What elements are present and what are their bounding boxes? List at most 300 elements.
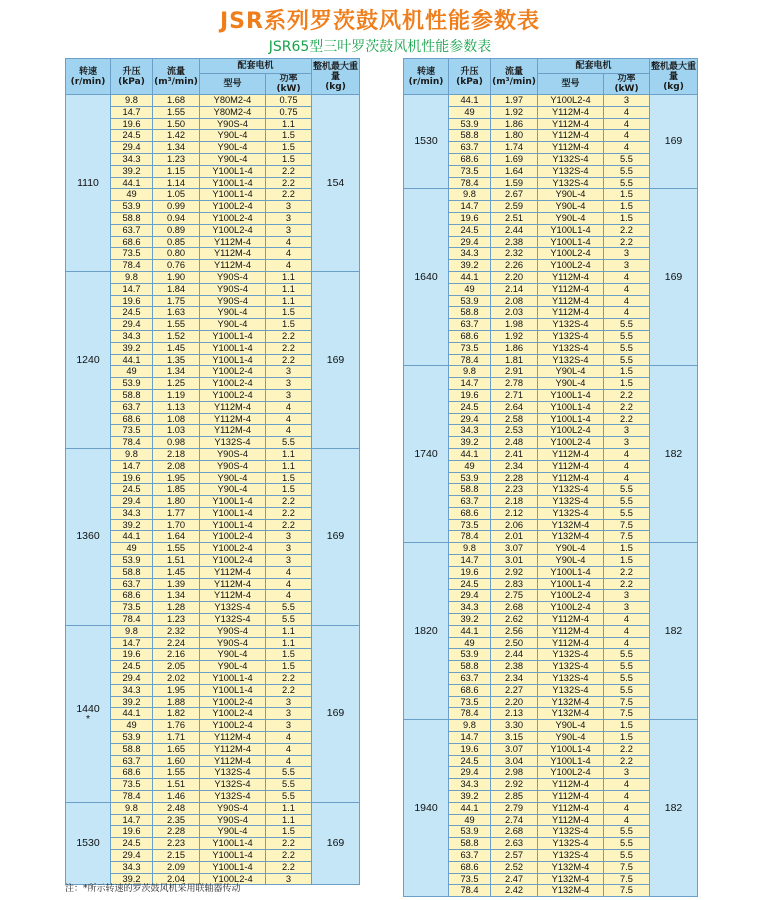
flow-cell: 1.81	[491, 354, 538, 366]
flow-cell: 1.55	[153, 319, 200, 331]
power-cell: 2.2	[266, 673, 312, 685]
power-cell: 2.2	[266, 684, 312, 696]
flow-cell: 1.51	[153, 555, 200, 567]
motor-model-cell: Y100L2-4	[200, 720, 266, 732]
pressure-cell: 24.5	[111, 661, 153, 673]
flow-cell: 2.20	[491, 271, 538, 283]
power-cell: 4	[604, 814, 650, 826]
pressure-cell: 53.9	[449, 826, 491, 838]
flow-cell: 1.95	[153, 684, 200, 696]
flow-cell: 2.44	[491, 649, 538, 661]
power-cell: 4	[604, 779, 650, 791]
motor-model-cell: Y112M-4	[538, 614, 604, 626]
power-cell: 1.5	[266, 153, 312, 165]
pressure-cell: 39.2	[111, 696, 153, 708]
pressure-cell: 19.6	[449, 212, 491, 224]
power-cell: 7.5	[604, 531, 650, 543]
pressure-cell: 44.1	[449, 448, 491, 460]
table-row	[404, 189, 698, 201]
pressure-cell: 44.1	[111, 354, 153, 366]
pressure-cell: 53.9	[111, 732, 153, 744]
power-cell: 2.2	[266, 177, 312, 189]
motor-model-cell: Y100L2-4	[538, 260, 604, 272]
pressure-cell: 73.5	[449, 342, 491, 354]
power-cell: 1.1	[266, 283, 312, 295]
motor-model-cell: Y132S-4	[538, 684, 604, 696]
flow-cell: 2.13	[491, 708, 538, 720]
motor-model-cell: Y112M-4	[200, 732, 266, 744]
flow-cell: 2.57	[491, 850, 538, 862]
power-cell: 5.5	[604, 673, 650, 685]
pressure-cell: 34.3	[111, 507, 153, 519]
power-cell: 1.5	[604, 720, 650, 732]
power-cell: 2.2	[604, 401, 650, 413]
pressure-cell: 39.2	[449, 614, 491, 626]
flow-cell: 2.09	[153, 861, 200, 873]
motor-model-cell: Y132S-4	[538, 507, 604, 519]
power-header: 功率 (kW)	[266, 74, 312, 95]
motor-model-cell: Y112M-4	[538, 625, 604, 637]
motor-model-cell: Y100L1-4	[200, 838, 266, 850]
pressure-cell: 39.2	[111, 873, 153, 885]
flow-cell: 2.68	[491, 826, 538, 838]
motor-model-cell: Y90S-4	[200, 637, 266, 649]
motor-model-cell: Y100L2-4	[538, 437, 604, 449]
flow-cell: 2.74	[491, 814, 538, 826]
motor-model-cell: Y132M-4	[538, 696, 604, 708]
flow-cell: 1.86	[491, 342, 538, 354]
motor-model-cell: Y90L-4	[200, 153, 266, 165]
power-cell: 3	[604, 260, 650, 272]
pressure-cell: 49	[111, 720, 153, 732]
pressure-cell: 73.5	[111, 248, 153, 260]
motor-model-cell: Y90L-4	[538, 366, 604, 378]
power-cell: 4	[604, 614, 650, 626]
power-cell: 2.2	[266, 850, 312, 862]
motor-model-cell: Y132S-4	[200, 437, 266, 449]
flow-cell: 1.59	[491, 177, 538, 189]
flow-cell: 2.20	[491, 696, 538, 708]
flow-cell: 2.56	[491, 625, 538, 637]
power-cell: 5.5	[604, 649, 650, 661]
speed-cell: 1940	[404, 720, 449, 897]
power-cell: 2.2	[604, 578, 650, 590]
flow-header: 流量 (m³/min)	[491, 59, 538, 95]
motor-model-cell: Y112M-4	[200, 236, 266, 248]
power-cell: 5.5	[604, 850, 650, 862]
flow-cell: 2.15	[153, 850, 200, 862]
pressure-cell: 24.5	[449, 401, 491, 413]
flow-cell: 1.25	[153, 378, 200, 390]
pressure-cell: 63.7	[111, 755, 153, 767]
flow-cell: 1.95	[153, 472, 200, 484]
power-cell: 2.2	[266, 519, 312, 531]
motor-model-cell: Y90S-4	[200, 271, 266, 283]
motor-model-cell: Y132S-4	[200, 779, 266, 791]
power-cell: 5.5	[604, 838, 650, 850]
pressure-cell: 68.6	[449, 861, 491, 873]
motor-model-cell: Y100L2-4	[200, 224, 266, 236]
motor-model-cell: Y112M-4	[538, 637, 604, 649]
table-row	[404, 366, 698, 378]
flow-cell: 2.78	[491, 378, 538, 390]
pressure-cell: 14.7	[111, 637, 153, 649]
power-cell: 7.5	[604, 696, 650, 708]
flow-cell: 1.51	[153, 779, 200, 791]
pressure-cell: 39.2	[111, 519, 153, 531]
flow-cell: 2.04	[153, 873, 200, 885]
motor-model-cell: Y112M-4	[538, 130, 604, 142]
power-cell: 1.5	[266, 307, 312, 319]
power-cell: 3	[604, 590, 650, 602]
motor-model-cell: Y90S-4	[200, 814, 266, 826]
speed-header: 转速 (r/min)	[404, 59, 449, 95]
pressure-cell: 29.4	[111, 496, 153, 508]
power-cell: 5.5	[604, 484, 650, 496]
motor-model-cell: Y100L2-4	[538, 425, 604, 437]
power-cell: 5.5	[266, 779, 312, 791]
pressure-cell: 29.4	[449, 413, 491, 425]
power-cell: 3	[266, 366, 312, 378]
motor-model-cell: Y112M-4	[200, 260, 266, 272]
motor-model-cell: Y90S-4	[200, 118, 266, 130]
pressure-cell: 63.7	[449, 496, 491, 508]
motor-model-cell: Y100L2-4	[200, 543, 266, 555]
flow-cell: 2.32	[491, 248, 538, 260]
pressure-cell: 19.6	[449, 389, 491, 401]
weight-header: 整机最大重量 (kg)	[312, 59, 360, 95]
flow-cell: 1.35	[153, 354, 200, 366]
power-cell: 1.5	[604, 732, 650, 744]
motor-model-cell: Y90S-4	[200, 460, 266, 472]
power-cell: 5.5	[604, 319, 650, 331]
power-cell: 1.5	[266, 484, 312, 496]
motor-model-cell: Y100L1-4	[538, 224, 604, 236]
weight-cell: 182	[650, 366, 698, 543]
pressure-cell: 63.7	[449, 673, 491, 685]
table-row	[66, 95, 360, 107]
flow-cell: 3.07	[491, 743, 538, 755]
speed-cell: 1820	[404, 543, 449, 720]
power-cell: 4	[604, 637, 650, 649]
power-cell: 4	[604, 295, 650, 307]
power-cell: 4	[604, 130, 650, 142]
power-cell: 2.2	[266, 496, 312, 508]
flow-cell: 1.71	[153, 732, 200, 744]
pressure-cell: 63.7	[111, 401, 153, 413]
pressure-cell: 68.6	[111, 236, 153, 248]
motor-model-cell: Y132S-4	[538, 153, 604, 165]
pressure-cell: 49	[111, 543, 153, 555]
motor-model-cell: Y90L-4	[200, 319, 266, 331]
motor-model-cell: Y100L2-4	[200, 531, 266, 543]
power-cell: 2.2	[266, 861, 312, 873]
power-cell: 7.5	[604, 519, 650, 531]
flow-header: 流量 (m³/min)	[153, 59, 200, 95]
flow-cell: 1.74	[491, 142, 538, 154]
pressure-cell: 68.6	[449, 153, 491, 165]
motor-model-cell: Y112M-4	[538, 118, 604, 130]
flow-cell: 2.05	[153, 661, 200, 673]
weight-cell: 182	[650, 720, 698, 897]
power-cell: 7.5	[604, 885, 650, 897]
flow-cell: 1.14	[153, 177, 200, 189]
motor-model-cell: Y112M-4	[200, 401, 266, 413]
flow-cell: 3.04	[491, 755, 538, 767]
pressure-cell: 49	[111, 189, 153, 201]
power-cell: 2.2	[266, 330, 312, 342]
motor-model-cell: Y90S-4	[200, 295, 266, 307]
flow-cell: 2.18	[491, 496, 538, 508]
power-cell: 2.2	[604, 389, 650, 401]
power-cell: 3	[604, 767, 650, 779]
motor-model-cell: Y132S-4	[538, 319, 604, 331]
motor-model-cell: Y112M-4	[200, 413, 266, 425]
pressure-cell: 44.1	[449, 271, 491, 283]
pressure-cell: 73.5	[449, 696, 491, 708]
flow-cell: 1.68	[153, 95, 200, 107]
flow-cell: 2.51	[491, 212, 538, 224]
motor-model-cell: Y100L2-4	[200, 366, 266, 378]
motor-model-cell: Y132S-4	[200, 791, 266, 803]
power-cell: 1.5	[266, 826, 312, 838]
power-cell: 4	[604, 283, 650, 295]
flow-cell: 2.08	[153, 460, 200, 472]
power-cell: 5.5	[604, 661, 650, 673]
power-cell: 1.1	[266, 637, 312, 649]
pressure-cell: 14.7	[449, 732, 491, 744]
power-cell: 5.5	[604, 354, 650, 366]
power-cell: 1.5	[604, 201, 650, 213]
motor-model-cell: Y112M-4	[538, 295, 604, 307]
motor-model-cell: Y112M-4	[200, 248, 266, 260]
motor-model-cell: Y100L1-4	[200, 342, 266, 354]
motor-model-cell: Y90L-4	[538, 543, 604, 555]
flow-cell: 1.80	[153, 496, 200, 508]
flow-cell: 1.55	[153, 767, 200, 779]
power-cell: 4	[604, 271, 650, 283]
model-header: 型号	[538, 74, 604, 95]
power-cell: 2.2	[604, 413, 650, 425]
pressure-cell: 29.4	[449, 236, 491, 248]
power-cell: 5.5	[604, 507, 650, 519]
speed-cell: 1530	[404, 95, 449, 189]
power-cell: 5.5	[266, 602, 312, 614]
motor-model-cell: Y100L1-4	[538, 401, 604, 413]
motor-model-cell: Y112M-4	[538, 460, 604, 472]
pressure-cell: 34.3	[111, 330, 153, 342]
pressure-cell: 24.5	[449, 578, 491, 590]
table-row	[66, 271, 360, 283]
performance-table-right	[403, 58, 698, 897]
flow-cell: 2.28	[153, 826, 200, 838]
power-cell: 3	[266, 720, 312, 732]
pressure-cell: 44.1	[111, 177, 153, 189]
flow-cell: 3.01	[491, 555, 538, 567]
motor-model-cell: Y100L2-4	[538, 248, 604, 260]
motor-model-cell: Y100L1-4	[538, 566, 604, 578]
power-cell: 3	[266, 201, 312, 213]
pressure-cell: 19.6	[111, 472, 153, 484]
weight-header: 整机最大重量 (kg)	[650, 59, 698, 95]
flow-cell: 2.71	[491, 389, 538, 401]
flow-cell: 2.68	[491, 602, 538, 614]
power-cell: 1.1	[266, 271, 312, 283]
flow-cell: 1.08	[153, 413, 200, 425]
pressure-cell: 68.6	[111, 590, 153, 602]
pressure-cell: 53.9	[449, 472, 491, 484]
power-cell: 5.5	[604, 684, 650, 696]
motor-model-cell: Y132S-4	[538, 826, 604, 838]
pressure-cell: 9.8	[111, 95, 153, 107]
motor-model-cell: Y112M-4	[538, 814, 604, 826]
pressure-cell: 29.4	[111, 850, 153, 862]
pressure-cell: 24.5	[111, 484, 153, 496]
pressure-cell: 9.8	[111, 802, 153, 814]
flow-cell: 1.19	[153, 389, 200, 401]
flow-cell: 1.76	[153, 720, 200, 732]
power-cell: 2.2	[266, 838, 312, 850]
motor-model-cell: Y100L1-4	[538, 236, 604, 248]
flow-cell: 1.52	[153, 330, 200, 342]
flow-cell: 2.12	[491, 507, 538, 519]
pressure-cell: 14.7	[449, 201, 491, 213]
motor-model-cell: Y100L2-4	[200, 873, 266, 885]
pressure-cell: 34.3	[111, 861, 153, 873]
pressure-cell: 39.2	[449, 791, 491, 803]
pressure-cell: 39.2	[449, 437, 491, 449]
power-cell: 1.5	[604, 543, 650, 555]
pressure-cell: 78.4	[449, 708, 491, 720]
page-title: JSR系列罗茨鼓风机性能参数表	[220, 9, 540, 34]
weight-cell: 169	[312, 271, 360, 448]
flow-cell: 2.28	[491, 472, 538, 484]
pressure-cell: 24.5	[111, 838, 153, 850]
pressure-header: 升压 (kPa)	[111, 59, 153, 95]
flow-cell: 1.46	[153, 791, 200, 803]
flow-cell: 2.50	[491, 637, 538, 649]
motor-model-cell: Y100L1-4	[200, 189, 266, 201]
pressure-cell: 73.5	[449, 519, 491, 531]
pressure-cell: 19.6	[111, 118, 153, 130]
power-cell: 3	[266, 378, 312, 390]
motor-model-cell: Y132S-4	[538, 165, 604, 177]
pressure-cell: 39.2	[449, 260, 491, 272]
flow-cell: 1.05	[153, 189, 200, 201]
motor-model-cell: Y100L2-4	[200, 201, 266, 213]
power-cell: 3	[604, 248, 650, 260]
flow-cell: 2.08	[491, 295, 538, 307]
motor-model-cell: Y90L-4	[538, 189, 604, 201]
motor-model-cell: Y132S-4	[538, 850, 604, 862]
flow-cell: 0.80	[153, 248, 200, 260]
power-cell: 3	[266, 555, 312, 567]
pressure-cell: 19.6	[449, 566, 491, 578]
speed-cell: 1740	[404, 366, 449, 543]
power-cell: 2.2	[266, 342, 312, 354]
power-cell: 3	[604, 95, 650, 107]
motor-model-cell: Y112M-4	[200, 578, 266, 590]
power-cell: 5.5	[266, 437, 312, 449]
pressure-cell: 53.9	[111, 201, 153, 213]
motor-model-cell: Y100L2-4	[200, 212, 266, 224]
motor-model-cell: Y90L-4	[200, 472, 266, 484]
flow-cell: 1.55	[153, 106, 200, 118]
power-cell: 3	[266, 708, 312, 720]
pressure-cell: 34.3	[449, 425, 491, 437]
motor-model-cell: Y132M-4	[538, 519, 604, 531]
motor-model-cell: Y90L-4	[200, 307, 266, 319]
flow-cell: 1.34	[153, 590, 200, 602]
power-cell: 2.2	[604, 224, 650, 236]
pressure-cell: 68.6	[449, 684, 491, 696]
speed-cell: 1110	[66, 95, 111, 272]
flow-cell: 1.97	[491, 95, 538, 107]
pressure-cell: 9.8	[111, 625, 153, 637]
power-cell: 1.5	[266, 661, 312, 673]
pressure-cell: 58.8	[111, 566, 153, 578]
pressure-cell: 49	[449, 637, 491, 649]
motor-model-cell: Y90L-4	[200, 142, 266, 154]
motor-model-cell: Y100L1-4	[200, 684, 266, 696]
pressure-cell: 53.9	[449, 118, 491, 130]
power-cell: 4	[604, 448, 650, 460]
pressure-cell: 78.4	[111, 260, 153, 272]
motor-model-cell: Y132S-4	[538, 496, 604, 508]
power-cell: 5.5	[604, 330, 650, 342]
pressure-cell: 53.9	[111, 555, 153, 567]
speed-header: 转速 (r/min)	[66, 59, 111, 95]
flow-cell: 1.03	[153, 425, 200, 437]
motor-model-cell: Y100L1-4	[200, 673, 266, 685]
motor-model-cell: Y112M-4	[538, 142, 604, 154]
motor-model-cell: Y112M-4	[538, 448, 604, 460]
power-cell: 4	[604, 625, 650, 637]
pressure-cell: 68.6	[111, 767, 153, 779]
flow-cell: 2.75	[491, 590, 538, 602]
pressure-cell: 34.3	[111, 684, 153, 696]
motor-model-cell: Y90S-4	[200, 448, 266, 460]
motor-model-cell: Y90S-4	[200, 802, 266, 814]
power-cell: 4	[266, 566, 312, 578]
flow-cell: 1.70	[153, 519, 200, 531]
pressure-cell: 58.8	[449, 484, 491, 496]
motor-model-cell: Y90L-4	[538, 555, 604, 567]
pressure-cell: 29.4	[111, 142, 153, 154]
power-cell: 1.5	[604, 189, 650, 201]
flow-cell: 1.45	[153, 566, 200, 578]
flow-cell: 2.16	[153, 649, 200, 661]
flow-cell: 2.62	[491, 614, 538, 626]
table-row	[404, 95, 698, 107]
power-cell: 4	[604, 118, 650, 130]
power-cell: 7.5	[604, 708, 650, 720]
motor-header: 配套电机	[200, 59, 312, 74]
flow-cell: 1.92	[491, 106, 538, 118]
power-cell: 5.5	[604, 826, 650, 838]
flow-cell: 0.85	[153, 236, 200, 248]
weight-cell: 169	[650, 189, 698, 366]
motor-model-cell: Y90L-4	[200, 649, 266, 661]
pressure-cell: 14.7	[111, 460, 153, 472]
flow-cell: 2.18	[153, 448, 200, 460]
flow-cell: 2.03	[491, 307, 538, 319]
flow-cell: 0.89	[153, 224, 200, 236]
pressure-cell: 73.5	[449, 165, 491, 177]
flow-cell: 2.01	[491, 531, 538, 543]
pressure-cell: 44.1	[449, 802, 491, 814]
pressure-cell: 44.1	[111, 708, 153, 720]
